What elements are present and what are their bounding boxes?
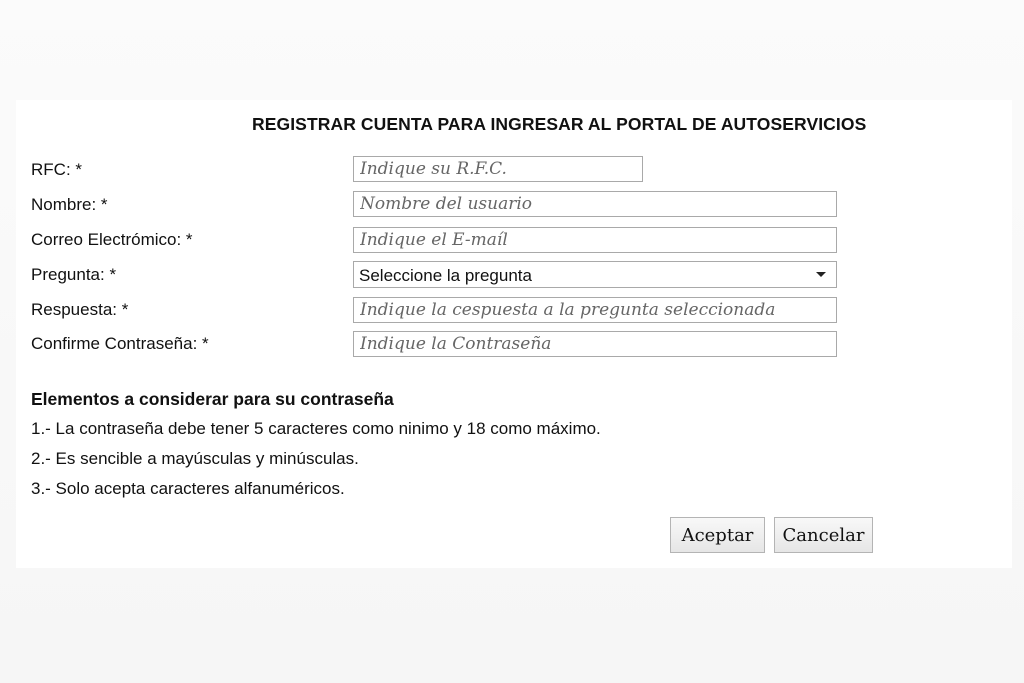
correo-label: Correo Electrómico: * [31,230,193,249]
password-rule-item: 1.- La contraseña debe tener 5 caracteres como ninimo y 18 como máximo. [31,419,601,438]
accept-button[interactable]: Aceptar [670,517,765,553]
respuesta-label: Respuesta: * [31,300,129,319]
pregunta-label: Pregunta: * [31,265,117,284]
password-rule-item: 2.- Es sencible a mayúsculas y minúsculas. [31,449,359,468]
password-rules-title: Elementos a considerar para su contraseña [31,389,394,409]
password-rule-item: 3.- Solo acepta caracteres alfanuméricos. [31,479,345,498]
contrasena-label: Confirme Contraseña: * [31,334,209,353]
respuesta-input[interactable] [353,297,837,323]
rfc-label: RFC: * [31,160,82,179]
rfc-input[interactable] [353,156,643,182]
page-title: REGISTRAR CUENTA PARA INGRESAR AL PORTAL DE AUTOSERVICIOS [252,114,867,134]
nombre-label: Nombre: * [31,195,108,214]
chevron-down-icon [816,272,826,277]
pregunta-selected-value: Seleccione la pregunta [359,266,532,285]
contrasena-input[interactable] [353,331,837,357]
correo-input[interactable] [353,227,837,253]
nombre-input[interactable] [353,191,837,217]
cancel-button[interactable]: Cancelar [774,517,873,553]
pregunta-select[interactable] [353,261,837,288]
